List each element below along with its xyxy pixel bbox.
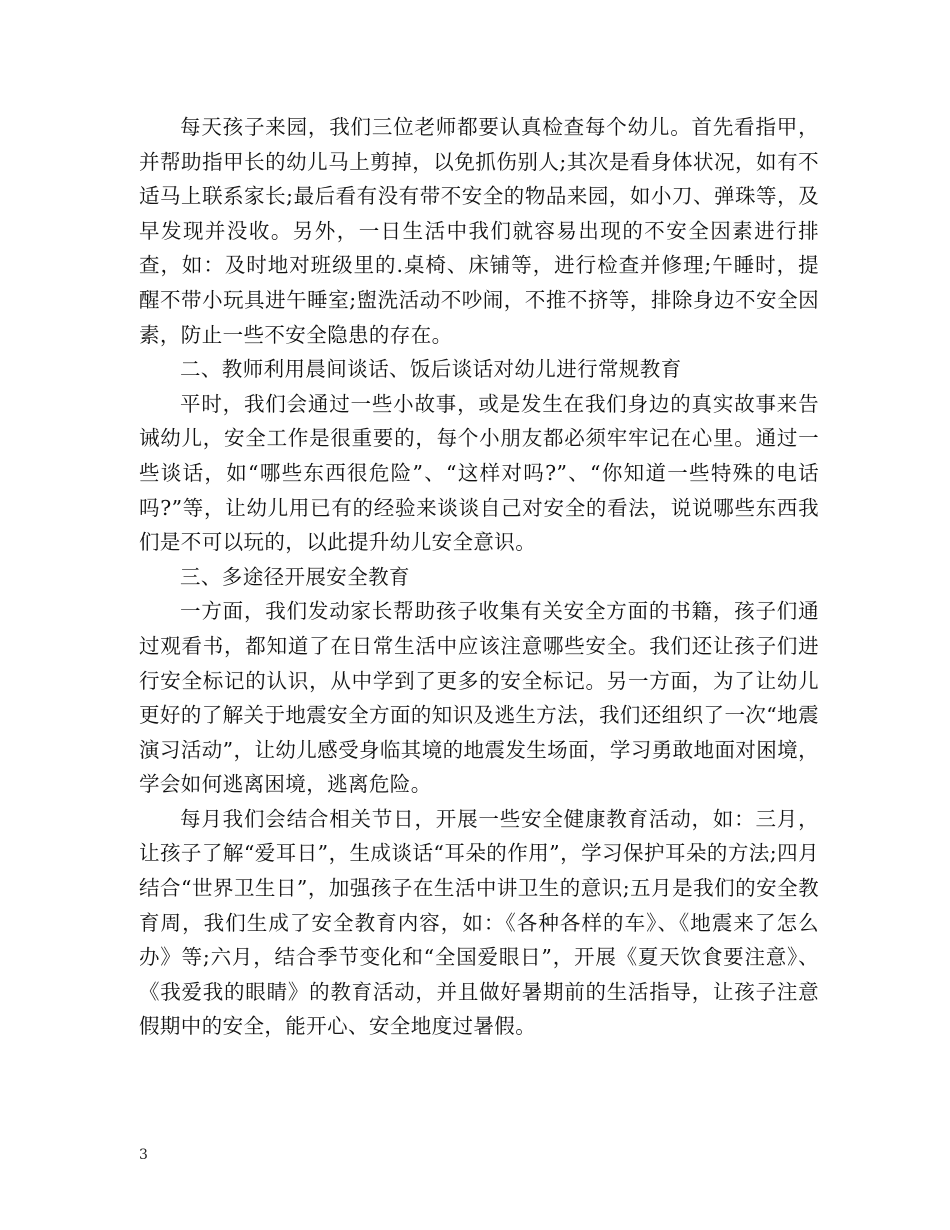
section-heading-daily-talks: 二、教师利用晨间谈话、饭后谈话对幼儿进行常规教育 — [180, 357, 682, 382]
paragraph-morning-check: 每天孩子来园，我们三位老师都要认真检查每个幼儿。首先看指甲，并帮助指甲长的幼儿马上剪掉，以免抓伤别人;其次是看身体状况，如有不适马上联系家长;最后看有没有带不安全的物品来园，如小刀、弹珠等，及早发现并没收。另外，一日生活中我们就容易出现的不安全因素进行排查，如：及时地对班级里的.桌椅、床铺等，进行检查并修理;午睡时，提醒不带小玩具进午睡室;盥洗活动不吵闹，不推不挤等，排除身边不安全因素，防止一些不安全隐患的存在。 — [139, 115, 819, 347]
page-number: 3 — [139, 1147, 148, 1163]
section-heading-multiple-approaches: 三、多途径开展安全教育 — [180, 564, 410, 589]
document-body — [139, 110, 819, 1044]
paragraph-parents-books-drill: 一方面，我们发动家长帮助孩子收集有关安全方面的书籍，孩子们通过观看书，都知道了在日常生活中应该注意哪些安全。我们还让孩子们进行安全标记的认识，从中学到了更多的安全标记。另一方面，为了让幼儿更好的了解关于地震安全方面的知识及逃生方法，我们还组织了一次“地震演习活动”，让幼儿感受身临其境的地震发生场面，学习勇敢地面对困境，学会如何逃离困境，逃离危险。 — [139, 599, 819, 797]
paragraph-monthly-activities: 每月我们会结合相关节日，开展一些安全健康教育活动，如：三月，让孩子了解“爱耳日”，生成谈话“耳朵的作用”，学习保护耳朵的方法;四月结合“世界卫生日”，加强孩子在生活中讲卫生的意识;五月是我们的安全教育周，我们生成了安全教育内容，如：《各种各样的车》、《地震来了怎么办》等;六月，结合季节变化和“全国爱眼日”，开展《夏天饮食要注意》、《我爱我的眼睛》的教育活动，并且做好暑期前的生活指导，让孩子注意假期中的安全，能开心、安全地度过暑假。 — [139, 806, 819, 1039]
paragraph-stories-talks: 平时，我们会通过一些小故事，或是发生在我们身边的真实故事来告诫幼儿，安全工作是很重要的，每个小朋友都必须牢牢记在心里。通过一些谈话，如“哪些东西很危险”、“这样对吗?”、“你知道一些特殊的电话吗?”等，让幼儿用已有的经验来谈谈自己对安全的看法，说说哪些东西我们是不可以玩的，以此提升幼儿安全意识。 — [139, 391, 819, 555]
